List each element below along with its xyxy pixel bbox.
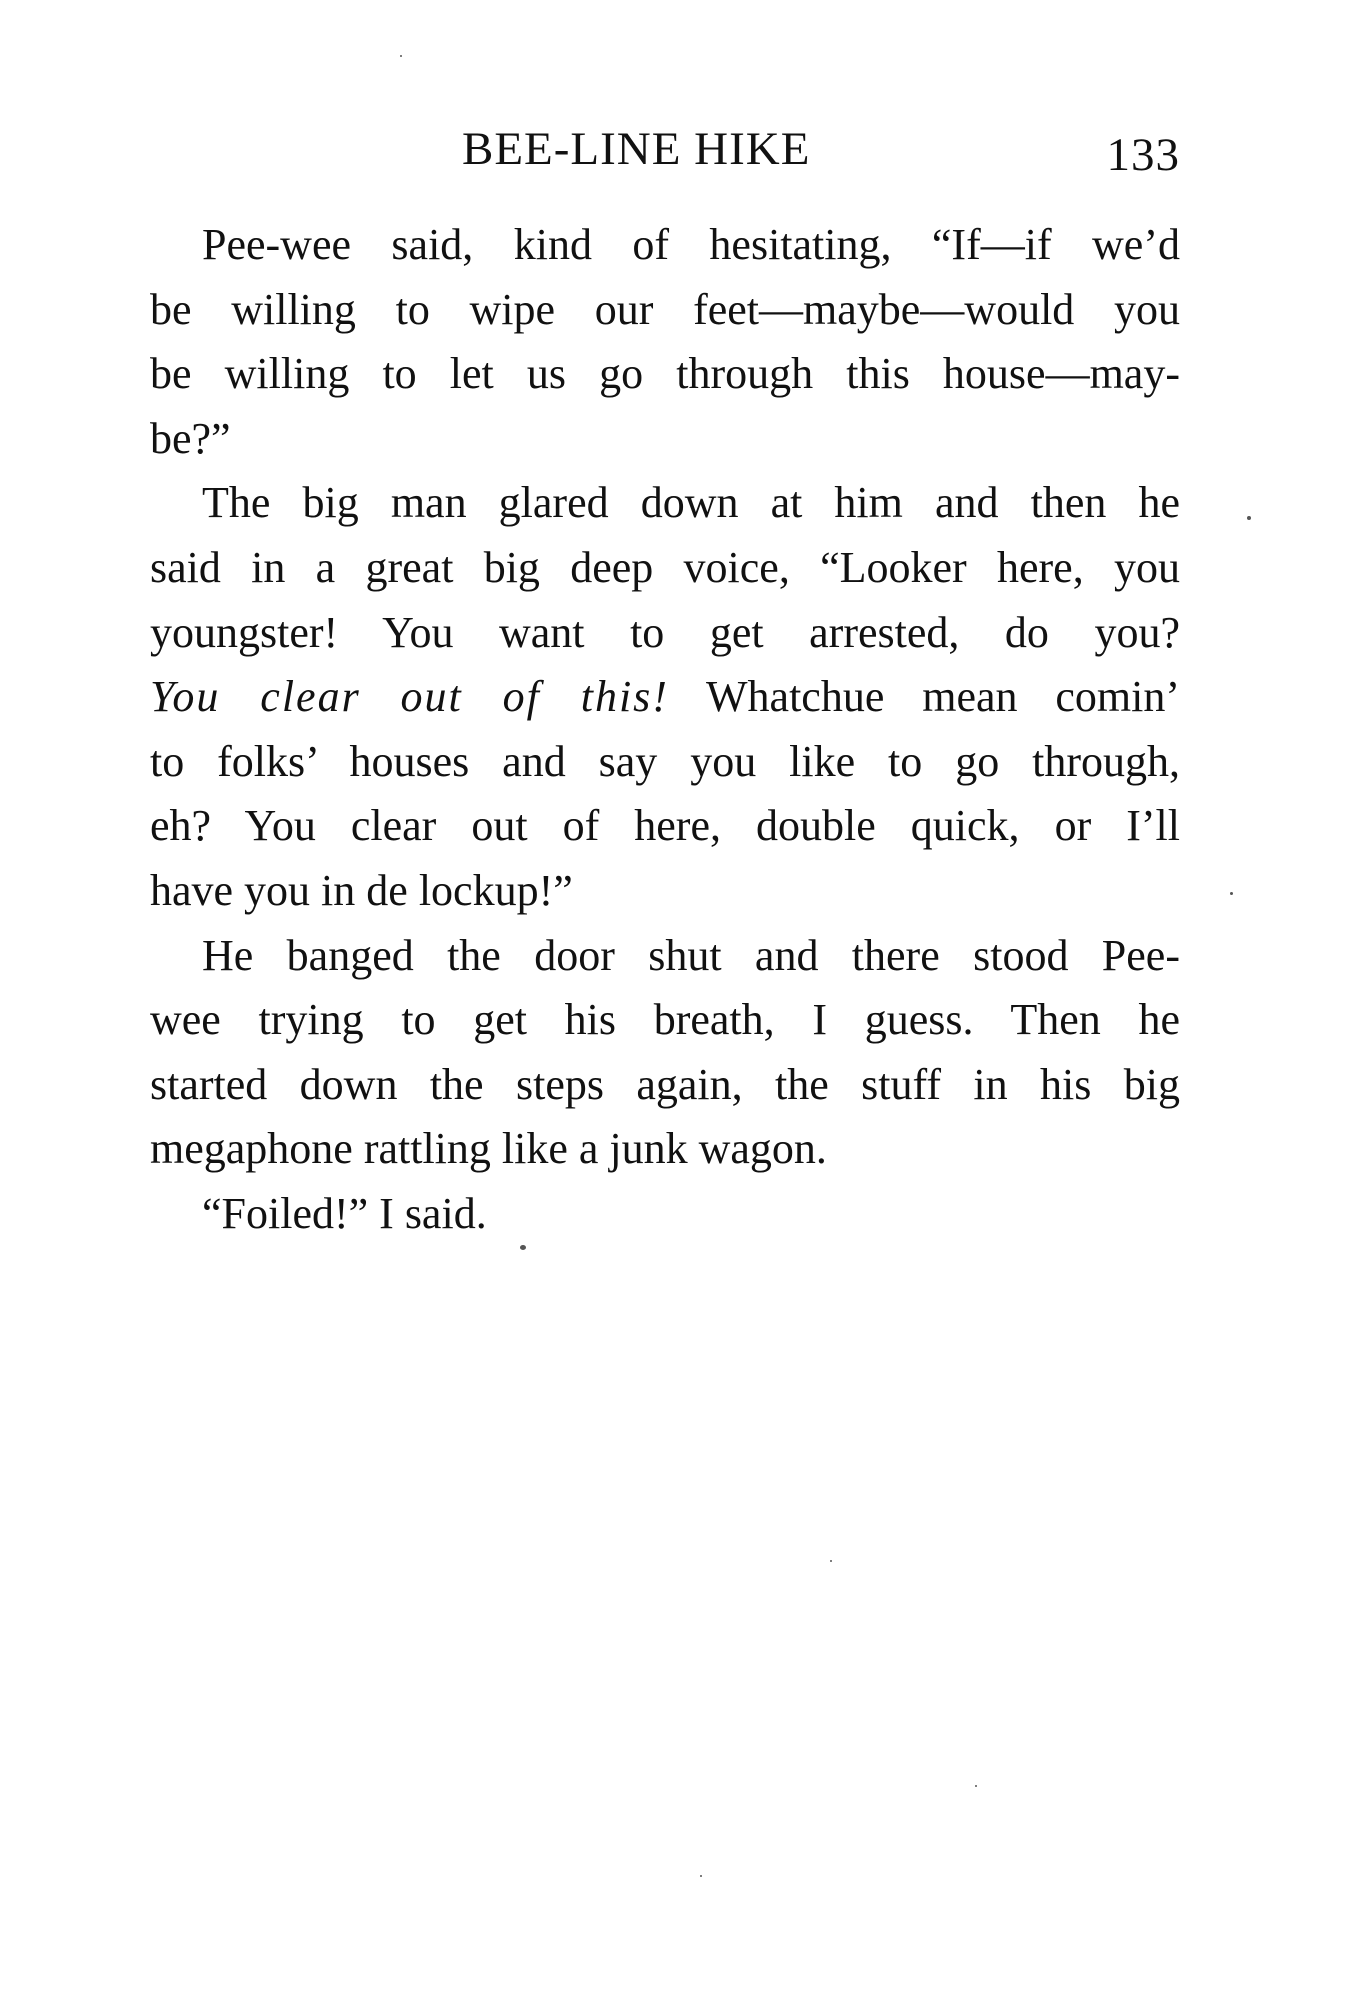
- text-line: Pee-wee said, kind of hesitating, “If—if we’d: [202, 220, 1180, 269]
- scan-speck: [830, 1560, 832, 1562]
- scan-speck: [520, 1245, 526, 1250]
- page-header: [150, 122, 1180, 192]
- text-line: wee trying to get his breath, I guess. Then he: [150, 995, 1180, 1045]
- text-line: [150, 665, 1180, 730]
- text-line: have you in de lockup!”: [150, 865, 573, 915]
- scan-speck: [700, 1875, 702, 1877]
- text-line: eh? You clear out of here, double quick, or I’ll: [150, 801, 1180, 851]
- text-line: started down the steps again, the stuff in his big: [150, 1059, 1180, 1109]
- text-line: to folks’ houses and say you like to go through,: [150, 736, 1180, 786]
- scan-speck: [1247, 516, 1251, 520]
- italic-phrase: You clear out of this!: [150, 672, 669, 722]
- text-line: be willing to let us go through this house—may-: [150, 349, 1180, 399]
- scan-speck: [1230, 892, 1233, 895]
- scan-speck: [975, 1785, 977, 1787]
- text-line: said in a great big deep voice, “Looker here, you: [150, 542, 1180, 592]
- page-number: 133: [1106, 129, 1180, 181]
- text-line: “Foiled!” I said.: [202, 1188, 487, 1238]
- body-text: [150, 213, 1180, 1247]
- scan-speck: [400, 55, 402, 57]
- text-line: megaphone rattling like a junk wagon.: [150, 1124, 827, 1174]
- running-head: BEE-LINE HIKE: [462, 123, 811, 175]
- text-line: youngster! You want to get arrested, do you?: [150, 607, 1180, 657]
- text-line: The big man glared down at him and then he: [202, 478, 1180, 528]
- text-line: be willing to wipe our feet—maybe—would you: [150, 284, 1180, 334]
- text-line: be?”: [150, 413, 231, 463]
- text-segment: Whatchue mean comin’: [668, 672, 1180, 722]
- text-line: He banged the door shut and there stood Pee-: [202, 930, 1180, 980]
